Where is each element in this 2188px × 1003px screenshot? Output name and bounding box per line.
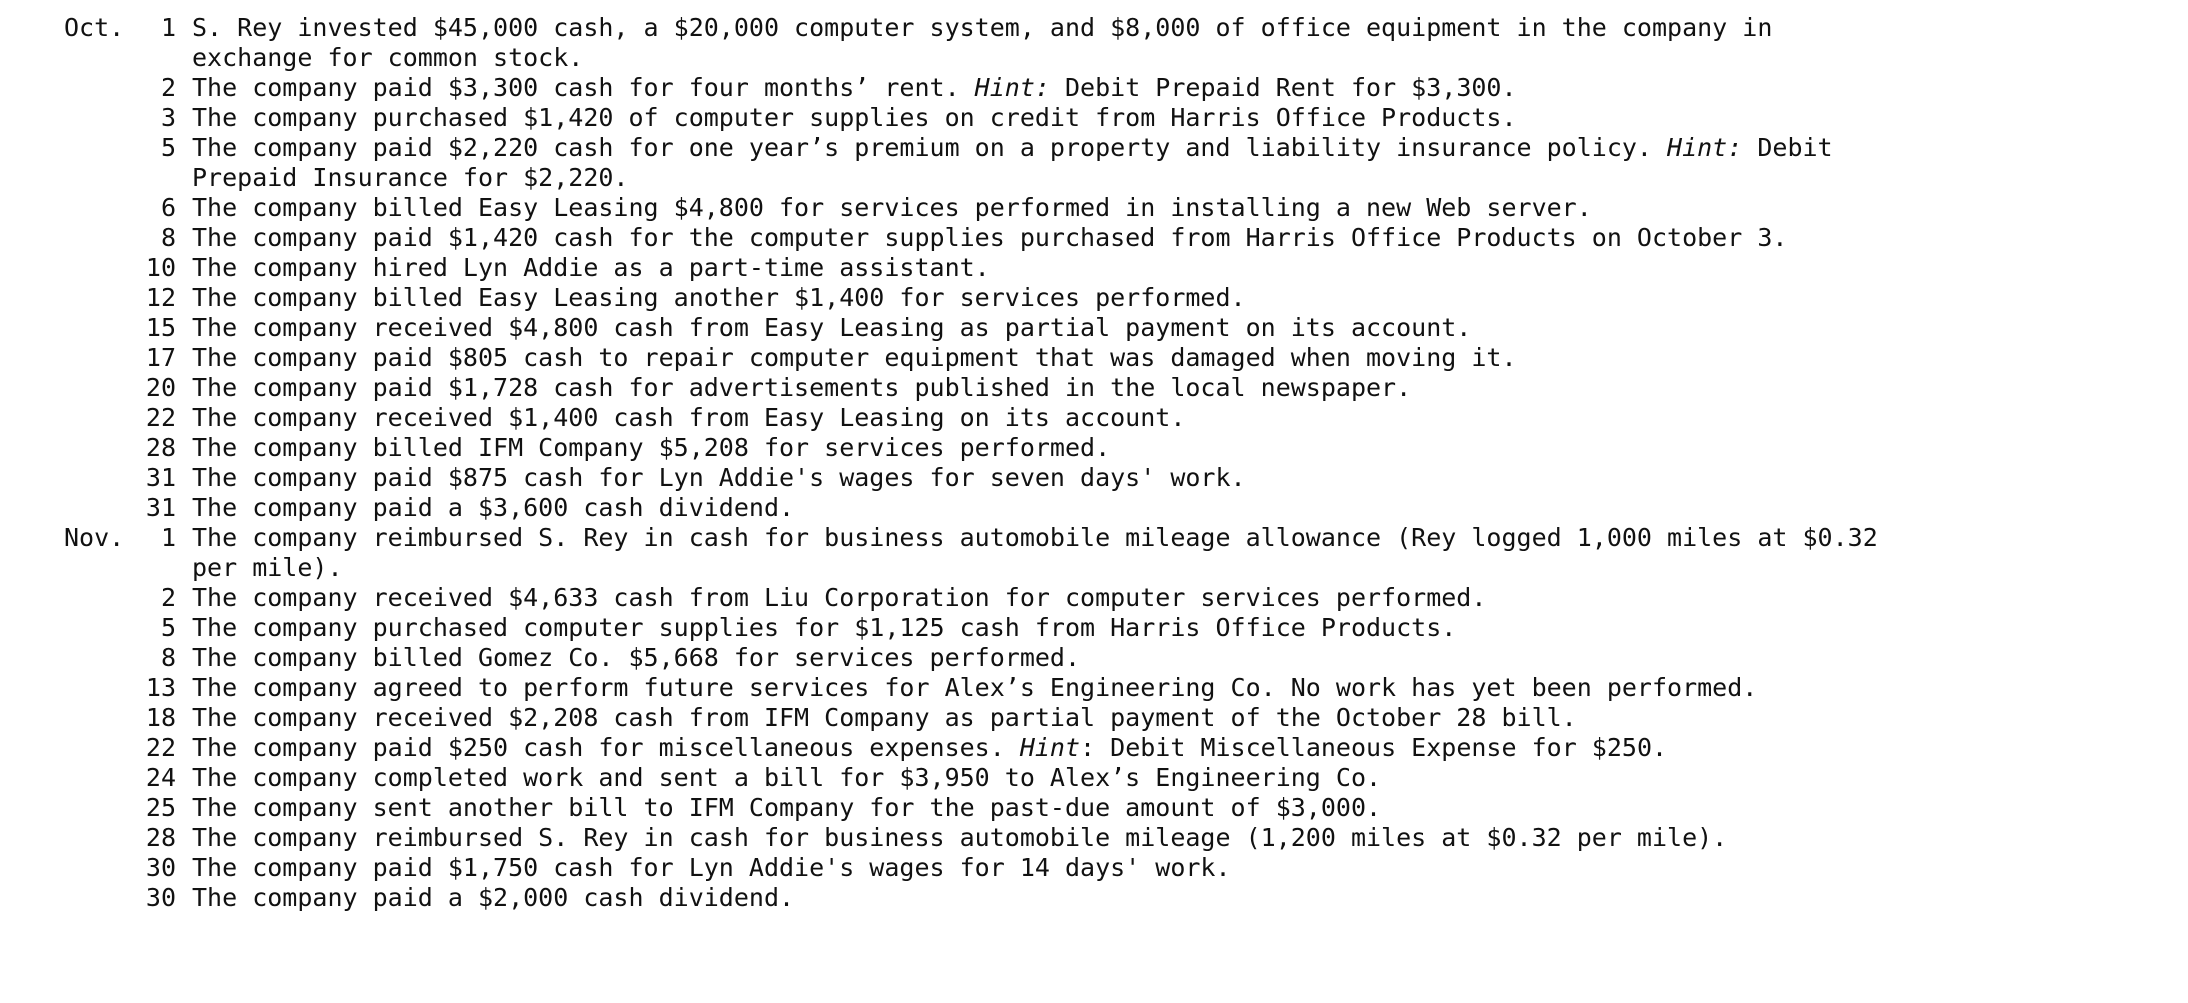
entry-text: The company purchased computer supplies for $1,125 cash from Harris Office Products. <box>192 613 1457 642</box>
day-number: 25 <box>145 793 176 822</box>
entry-text <box>192 73 1517 103</box>
day-number: 1 <box>160 13 176 42</box>
entry-text: exchange for common stock. <box>192 43 584 72</box>
entry-row <box>0 793 2188 823</box>
entry-row <box>0 643 2188 673</box>
day-number: 8 <box>160 223 176 252</box>
entry-text: per mile). <box>192 553 343 582</box>
entry-row-continuation <box>0 43 2188 73</box>
day-number: 22 <box>145 403 176 432</box>
entry-text: The company billed IFM Company $5,208 for services performed. <box>192 433 1111 462</box>
entry-row <box>0 103 2188 133</box>
entry-row <box>0 853 2188 883</box>
entry-text: The company paid $875 cash for Lyn Addie's wages for seven days' work. <box>192 463 1246 492</box>
entry-row <box>0 703 2188 733</box>
entry-text: Prepaid Insurance for $2,220. <box>192 163 629 192</box>
entry-text: The company received $2,208 cash from IFM Company as partial payment of the October 28 bill. <box>192 703 1577 732</box>
entry-row <box>0 13 2188 43</box>
day-number: 30 <box>145 883 176 912</box>
day-number: 31 <box>145 463 176 492</box>
entry-row <box>0 463 2188 493</box>
day-number: 31 <box>145 493 176 522</box>
entry-text <box>192 133 1833 163</box>
hint-label: Hint <box>1019 733 1081 762</box>
entry-row <box>0 433 2188 463</box>
day-number: 13 <box>145 673 176 702</box>
entry-text: The company paid a $2,000 cash dividend. <box>192 883 795 912</box>
day-number: 2 <box>160 73 176 102</box>
entry-row <box>0 823 2188 853</box>
day-number: 28 <box>145 823 176 852</box>
entry-row <box>0 373 2188 403</box>
day-number: 10 <box>145 253 176 282</box>
entry-text: The company billed Easy Leasing another $1,400 for services performed. <box>192 283 1246 312</box>
entry-text-part: Debit <box>1742 133 1833 162</box>
entry-row <box>0 223 2188 253</box>
entry-row <box>0 673 2188 703</box>
entry-row <box>0 73 2188 103</box>
entry-text: The company sent another bill to IFM Company for the past-due amount of $3,000. <box>192 793 1382 822</box>
entry-text-part: : Debit Miscellaneous Expense for $250. <box>1080 733 1668 762</box>
entry-text-part: The company paid $2,220 cash for one year’s premium on a property and liability insurance policy. <box>192 133 1668 162</box>
entry-text: The company completed work and sent a bill for $3,950 to Alex’s Engineering Co. <box>192 763 1382 792</box>
entry-text: The company billed Easy Leasing $4,800 for services performed in installing a new Web server. <box>192 193 1592 222</box>
entry-text: The company hired Lyn Addie as a part-time assistant. <box>192 253 990 282</box>
day-number: 15 <box>145 313 176 342</box>
entry-row <box>0 403 2188 433</box>
entry-row <box>0 193 2188 223</box>
entry-row <box>0 133 2188 163</box>
day-number: 8 <box>160 643 176 672</box>
day-number: 30 <box>145 853 176 882</box>
entry-text-part: The company paid $250 cash for miscellaneous expenses. <box>192 733 1020 762</box>
entry-row <box>0 493 2188 523</box>
day-number: 6 <box>160 193 176 222</box>
entry-text: The company reimbursed S. Rey in cash for business automobile mileage (1,200 miles at $0.32 per mile). <box>192 823 1728 852</box>
entry-text: The company received $4,633 cash from Liu Corporation for computer services performed. <box>192 583 1487 612</box>
day-number: 12 <box>145 283 176 312</box>
entry-text: The company received $4,800 cash from Easy Leasing as partial payment on its account. <box>192 313 1472 342</box>
entry-row <box>0 283 2188 313</box>
day-number: 28 <box>145 433 176 462</box>
entry-text: The company paid $1,420 cash for the computer supplies purchased from Harris Office Products on October 3. <box>192 223 1788 252</box>
entry-row <box>0 763 2188 793</box>
entry-text: The company billed Gomez Co. $5,668 for services performed. <box>192 643 1081 672</box>
entry-row <box>0 343 2188 373</box>
entry-text: The company paid $1,750 cash for Lyn Addie's wages for 14 days' work. <box>192 853 1231 882</box>
entry-row-continuation <box>0 163 2188 193</box>
day-number: 1 <box>160 523 176 552</box>
entry-row <box>0 523 2188 553</box>
entry-text: The company paid $1,728 cash for advertisements published in the local newspaper. <box>192 373 1412 402</box>
day-number: 22 <box>145 733 176 762</box>
month-label: Oct. <box>64 13 125 42</box>
day-number: 18 <box>145 703 176 732</box>
hint-label: Hint: <box>974 73 1050 102</box>
entry-text: The company received $1,400 cash from Easy Leasing on its account. <box>192 403 1186 432</box>
entry-row <box>0 613 2188 643</box>
entry-text: S. Rey invested $45,000 cash, a $20,000 computer system, and $8,000 of office equipment in the company in <box>192 13 1773 42</box>
day-number: 5 <box>160 613 176 642</box>
entry-row <box>0 253 2188 283</box>
entry-text-part: Debit Prepaid Rent for $3,300. <box>1049 73 1517 102</box>
entry-text: The company purchased $1,420 of computer supplies on credit from Harris Office Products. <box>192 103 1517 132</box>
day-number: 3 <box>160 103 176 132</box>
hint-label: Hint: <box>1667 133 1743 162</box>
entry-row-continuation <box>0 553 2188 583</box>
entry-row <box>0 733 2188 763</box>
day-number: 5 <box>160 133 176 162</box>
entry-row <box>0 313 2188 343</box>
day-number: 17 <box>145 343 176 372</box>
entry-text: The company paid $805 cash to repair computer equipment that was damaged when moving it. <box>192 343 1517 372</box>
month-label: Nov. <box>64 523 125 552</box>
day-number: 24 <box>145 763 176 792</box>
entry-text-part: The company paid $3,300 cash for four months’ rent. <box>192 73 975 102</box>
entry-row <box>0 583 2188 613</box>
day-number: 2 <box>160 583 176 612</box>
entry-text: The company paid a $3,600 cash dividend. <box>192 493 795 522</box>
entry-row <box>0 883 2188 913</box>
entry-text: The company reimbursed S. Rey in cash for business automobile mileage allowance (Rey logged 1,000 miles at $0.32 <box>192 523 1878 552</box>
entry-text <box>192 733 1667 763</box>
entry-text: The company agreed to perform future services for Alex’s Engineering Co. No work has yet been performed. <box>192 673 1758 702</box>
day-number: 20 <box>145 373 176 402</box>
